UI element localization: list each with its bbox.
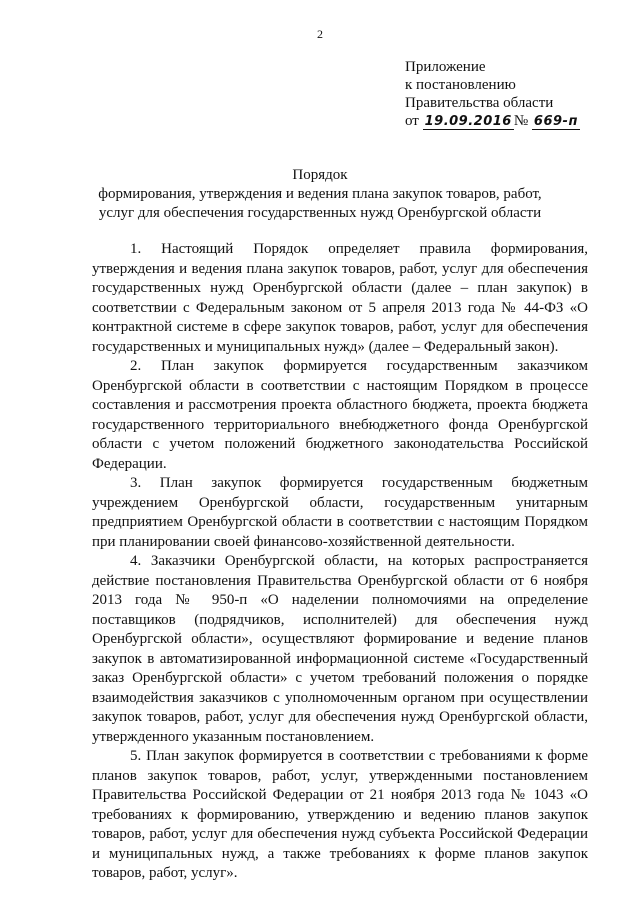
document-title	[60, 166, 580, 223]
paragraph-1: 1. Настоящий Порядок определяет правила формирования, утверждения и ведения плана закупок товаров, работ, услуг для обеспечения государственных нужд Оренбургской области (далее – план закупок) в соответствии с Федеральным законом от 5 апреля 2013 года № 44-ФЗ «О контрактной системе в сфере закупок товаров, работ, услуг для обеспечения государственных и муниципальных нужд» (далее – Федеральный закон).	[92, 241, 588, 355]
appendix-line-1: Приложение	[405, 59, 486, 75]
appendix-line-3: Правительства области	[405, 95, 554, 111]
document-body	[92, 240, 588, 884]
title-line-3: услуг для обеспечения государственных нужд Оренбургской области	[98, 205, 542, 221]
appendix-line-2: к постановлению	[405, 77, 516, 93]
page-number: 2	[317, 27, 323, 41]
date-prefix: от	[405, 113, 419, 129]
paragraph-4: 4. Заказчики Оренбургской области, на которых распространяется действие постановления Правительства Оренбургской области от 6 ноября 2013 года № 950-п «О наделении полномочиями на определение поставщиков (подрядчиков, исполнителей) для обеспечения нужд Оренбургской области», осуществляют формирование и ведение планов закупок в автоматизированной информационной системе «Государственный заказ Оренбургской области» с учетом требований положения о порядке взаимодействия заказчиков с уполномоченным органом при осуществлении закупок товаров, работ, услуг для обеспечения нужд Оренбургской области, утвержденного указанным постановлением.	[92, 553, 588, 745]
title-line-1: Порядок	[292, 167, 348, 183]
handwritten-date: 19.09.2016	[424, 114, 512, 129]
handwritten-number: 669-п	[533, 114, 578, 129]
number-prefix: №	[513, 113, 529, 129]
title-line-2: формирования, утверждения и ведения плана закупок товаров, работ,	[98, 186, 542, 202]
paragraph-2: 2. План закупок формируется государственным заказчиком Оренбургской области в соответствии с настоящим Порядком в процессе составления и рассмотрения проекта областного бюджета, проекта бюджета государственного территориального внебюджетного фонда Оренбургской области с учетом положений бюджетного законодательства Российской Федерации.	[92, 358, 588, 472]
appendix-block	[405, 58, 580, 130]
paragraph-5: 5. План закупок формируется в соответствии с требованиями к форме планов закупок товаров, работ, услуг, утвержденными постановлением Правительства Российской Федерации от 21 ноября 2013 года № 1043 «О требованиях к формированию, утверждению и ведению планов закупок товаров, работ, услуг для обеспечения нужд субъекта Российской Федерации и муниципальных нужд, а также требованиях к форме планов закупок товаров, работ, услуг».	[92, 748, 588, 881]
paragraph-3: 3. План закупок формируется государственным бюджетным учреждением Оренбургской области, государственным унитарным предприятием Оренбургской области в соответствии с настоящим Порядком при планировании своей финансово-хозяйственной деятельности.	[92, 475, 588, 550]
appendix-date-row	[405, 112, 580, 130]
